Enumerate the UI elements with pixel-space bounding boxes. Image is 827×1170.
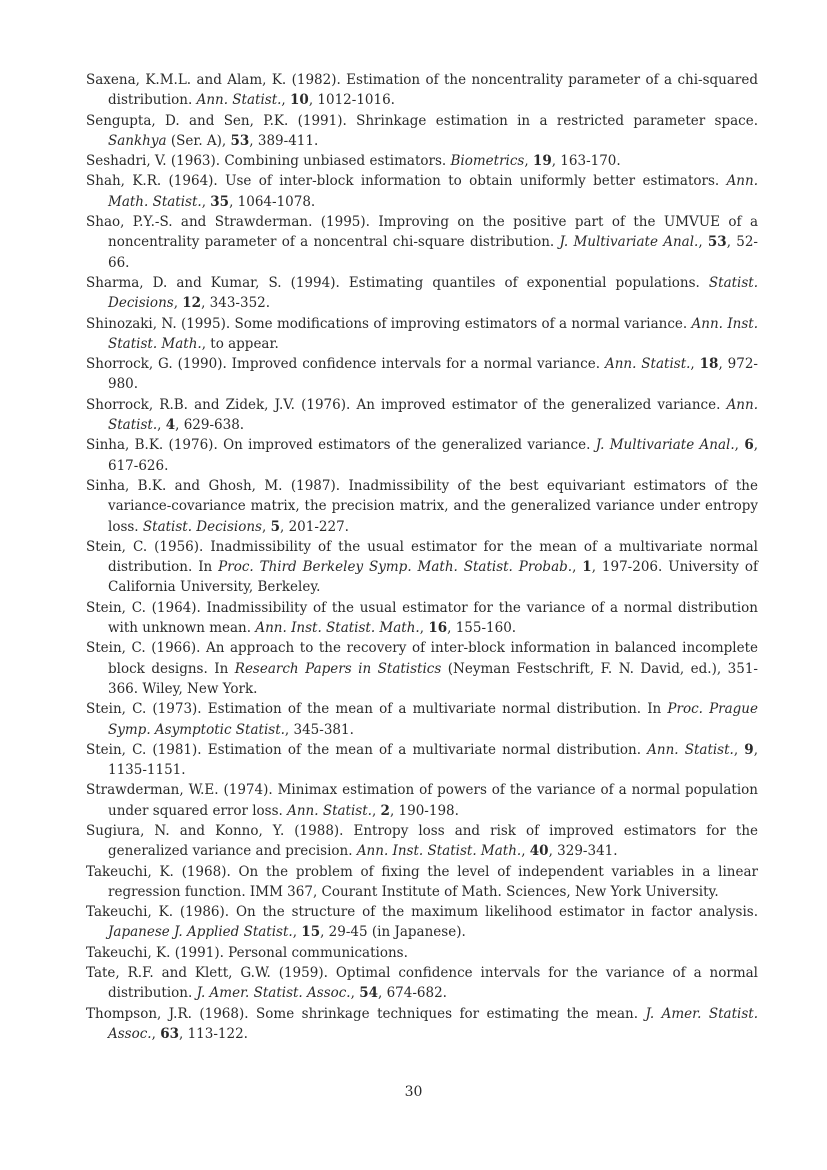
reference-text: Stein, C. (1973). Estimation of the mean of a multivariate normal distribution. In (86, 701, 668, 718)
reference-entry (86, 638, 758, 699)
reference-text: , 629-638. (175, 417, 245, 434)
reference-volume: 9 (744, 741, 754, 758)
reference-text: Takeuchi, K. (1968). On the problem of fixing the level of independent variables in a linear regression function. IMM 367, Courant Institute of Math. Sciences, New York University. (86, 863, 758, 900)
reference-text: , 190-198. (389, 802, 459, 819)
reference-text: Stein, C. (1956). Inadmissibility of the usual estimator for the mean of a multivariate normal distribution. In (86, 538, 758, 576)
reference-text: , 972-980. (108, 356, 758, 393)
reference-source: Ann. Inst. Statist. Math. (255, 620, 420, 637)
reference-text: Saxena, K.M.L. and Alam, K. (1982). Estimation of the noncentrality parameter of a chi-squared distribution. (86, 72, 758, 109)
reference-text: Sinha, B.K. and Ghosh, M. (1987). Inadmissibility of the best equivariant estimators of the variance-covariance matrix, the precision matrix, and the generalized variance under entropy loss. (86, 477, 758, 535)
reference-text: , (698, 234, 708, 251)
reference-text: , to appear. (201, 335, 279, 352)
reference-entry (86, 273, 758, 314)
reference-text: , (572, 559, 583, 576)
reference-text: , 1135-1151. (108, 741, 758, 779)
reference-volume: 16 (428, 620, 448, 637)
reference-text: (Ser. A), (166, 132, 231, 149)
reference-entry (86, 395, 758, 436)
reference-source: Ann. Statist. (108, 396, 758, 434)
reference-entry (86, 171, 758, 212)
reference-text: , 345-381. (284, 721, 354, 738)
reference-text: , 113-122. (178, 1025, 248, 1042)
reference-text: , (521, 843, 530, 860)
reference-text: Seshadri, V. (1963). Combining unbiased estimators. (86, 153, 451, 170)
reference-text: , (173, 295, 183, 312)
reference-volume: 53 (707, 234, 727, 251)
reference-source: Ann. Statist. (196, 92, 282, 109)
page-number: 30 (404, 1084, 423, 1100)
reference-source: Proc. Prague Symp. Asymptotic Statist. (108, 701, 758, 738)
reference-text: , (350, 985, 360, 1002)
reference-text: , (261, 518, 271, 535)
reference-source: Ann. Statist. (647, 741, 734, 758)
reference-text: , (734, 437, 745, 454)
reference-source: Japanese J. Applied Statist. (108, 924, 293, 941)
reference-text: Shao, P.Y.-S. and Strawderman. (1995). Improving on the positive part of the UMVUE of a noncentrality parameter of a noncentral chi-square distribution. (86, 214, 758, 251)
reference-text: , (371, 802, 381, 819)
reference-source: J. Multivariate Anal. (559, 234, 699, 251)
reference-volume: 6 (744, 437, 754, 454)
reference-entry (86, 537, 758, 598)
reference-text: Takeuchi, K. (1991). Personal communications. (86, 944, 408, 961)
reference-text: , (151, 1025, 161, 1042)
reference-text: , 343-352. (201, 295, 271, 312)
reference-source: Ann. Statist. (287, 802, 372, 819)
reference-text: , 29-45 (in Japanese). (320, 924, 466, 941)
reference-text: , 197-206. University of California University, Berkeley. (108, 559, 759, 596)
reference-source: J. Amer. Statist. Assoc. (108, 1005, 758, 1042)
reference-text: , 329-341. (548, 843, 618, 860)
reference-text: , 1012-1016. (308, 92, 395, 109)
reference-source: J. Multivariate Anal. (595, 437, 735, 454)
reference-entry (86, 111, 758, 152)
reference-source: Ann. Inst. Statist. Math. (108, 315, 758, 352)
reference-text: Sinha, B.K. (1976). On improved estimators of the generalized variance. (86, 437, 596, 454)
reference-list (86, 70, 758, 1044)
reference-text: , 155-160. (447, 620, 517, 637)
reference-text: Strawderman, W.E. (1974). Minimax estimation of powers of the variance of a normal population under squared error loss. (86, 782, 758, 819)
reference-source: Statist. Decisions (108, 274, 758, 312)
reference-source: J. Amer. Statist. Assoc. (196, 985, 351, 1002)
reference-volume: 5 (270, 518, 280, 535)
reference-volume: 15 (301, 924, 321, 941)
reference-text: , 389-411. (249, 132, 319, 149)
reference-text: , 52-66. (108, 234, 758, 271)
reference-text: Sengupta, D. and Sen, P.K. (1991). Shrinkage estimation in a restricted parameter space. (86, 112, 758, 129)
reference-source: Biometrics (450, 153, 525, 170)
reference-text: Stein, C. (1981). Estimation of the mean of a multivariate normal distribution. (86, 741, 648, 758)
reference-text: , (201, 193, 211, 210)
reference-text: Thompson, J.R. (1968). Some shrinkage techniques for estimating the mean. (86, 1005, 646, 1022)
reference-text: Stein, C. (1966). An approach to the recovery of inter-block information in balanced incomplete block designs. In (86, 640, 758, 677)
reference-source: Sankhya (108, 132, 167, 149)
reference-entry (86, 151, 758, 171)
reference-volume: 40 (529, 843, 549, 860)
reference-volume: 10 (290, 92, 309, 109)
reference-entry (86, 902, 758, 943)
reference-entry (86, 70, 758, 111)
reference-source: Statist. Decisions (142, 518, 262, 535)
reference-entry (86, 963, 758, 1004)
reference-text: , 163-170. (551, 153, 621, 170)
reference-text: Shorrock, G. (1990). Improved confidence intervals for a normal variance. (86, 356, 605, 373)
reference-volume: 12 (182, 295, 202, 312)
reference-volume: 1 (582, 559, 592, 576)
reference-text: Shinozaki, N. (1995). Some modifications of improving estimators of a normal variance. (86, 315, 692, 332)
reference-entry (86, 821, 758, 862)
reference-text: Sharma, D. and Kumar, S. (1994). Estimating quantiles of exponential populations. (86, 274, 709, 291)
reference-volume: 19 (532, 153, 552, 170)
reference-text: , (281, 92, 291, 109)
reference-text: Takeuchi, K. (1986). On the structure of the maximum likelihood estimator in factor analysis. (86, 904, 758, 921)
reference-text: , 674-682. (378, 985, 447, 1002)
reference-text: , 201-227. (279, 518, 349, 535)
reference-source: Ann. Inst. Statist. Math. (356, 843, 522, 860)
reference-text: , 1064-1078. (229, 193, 316, 210)
reference-entry (86, 435, 758, 476)
reference-text: Sugiura, N. and Konno, Y. (1988). Entropy loss and risk of improved estimators for the generalized variance and precision. (86, 822, 758, 860)
reference-entry (86, 1004, 758, 1045)
reference-text: Shorrock, R.B. and Zidek, J.V. (1976). An improved estimator of the generalized variance. (86, 396, 727, 413)
reference-text: , (419, 620, 429, 637)
reference-entry (86, 354, 758, 395)
reference-source: Ann. Math. Statist. (108, 173, 758, 210)
reference-volume: 53 (230, 132, 250, 149)
reference-volume: 18 (699, 356, 719, 373)
reference-text: Shah, K.R. (1964). Use of inter-block information to obtain uniformly better estimators. (86, 173, 727, 190)
reference-volume: 54 (359, 985, 378, 1002)
reference-entry (86, 699, 758, 740)
reference-text: , 617-626. (108, 437, 759, 474)
reference-text: Stein, C. (1964). Inadmissibility of the usual estimator for the variance of a normal distribution with unknown mean. (86, 599, 758, 637)
reference-entry (86, 780, 758, 821)
reference-volume: 4 (165, 417, 176, 434)
reference-entry (86, 740, 758, 781)
reference-text: , (690, 356, 700, 373)
reference-entry (86, 212, 758, 273)
reference-text: Tate, R.F. and Klett, G.W. (1959). Optimal confidence intervals for the variance of a normal distribution. (86, 965, 758, 1002)
reference-source: Proc. Third Berkeley Symp. Math. Statist. Probab. (218, 559, 573, 576)
reference-source: Ann. Statist. (604, 356, 691, 373)
reference-text: , (292, 924, 302, 941)
reference-volume: 63 (160, 1025, 179, 1042)
reference-text: , (524, 153, 533, 170)
reference-text: (Neyman Festschrift, F. N. David, ed.), 351-366. Wiley, New York. (108, 660, 758, 697)
reference-entry (86, 862, 758, 903)
reference-source: Research Papers in Statistics (234, 660, 442, 677)
reference-text: , (733, 741, 745, 758)
reference-entry (86, 943, 758, 963)
reference-volume: 2 (380, 802, 390, 819)
reference-text: , (157, 417, 166, 434)
reference-entry (86, 314, 758, 355)
reference-entry (86, 598, 758, 639)
reference-volume: 35 (210, 193, 230, 210)
reference-entry (86, 476, 758, 537)
